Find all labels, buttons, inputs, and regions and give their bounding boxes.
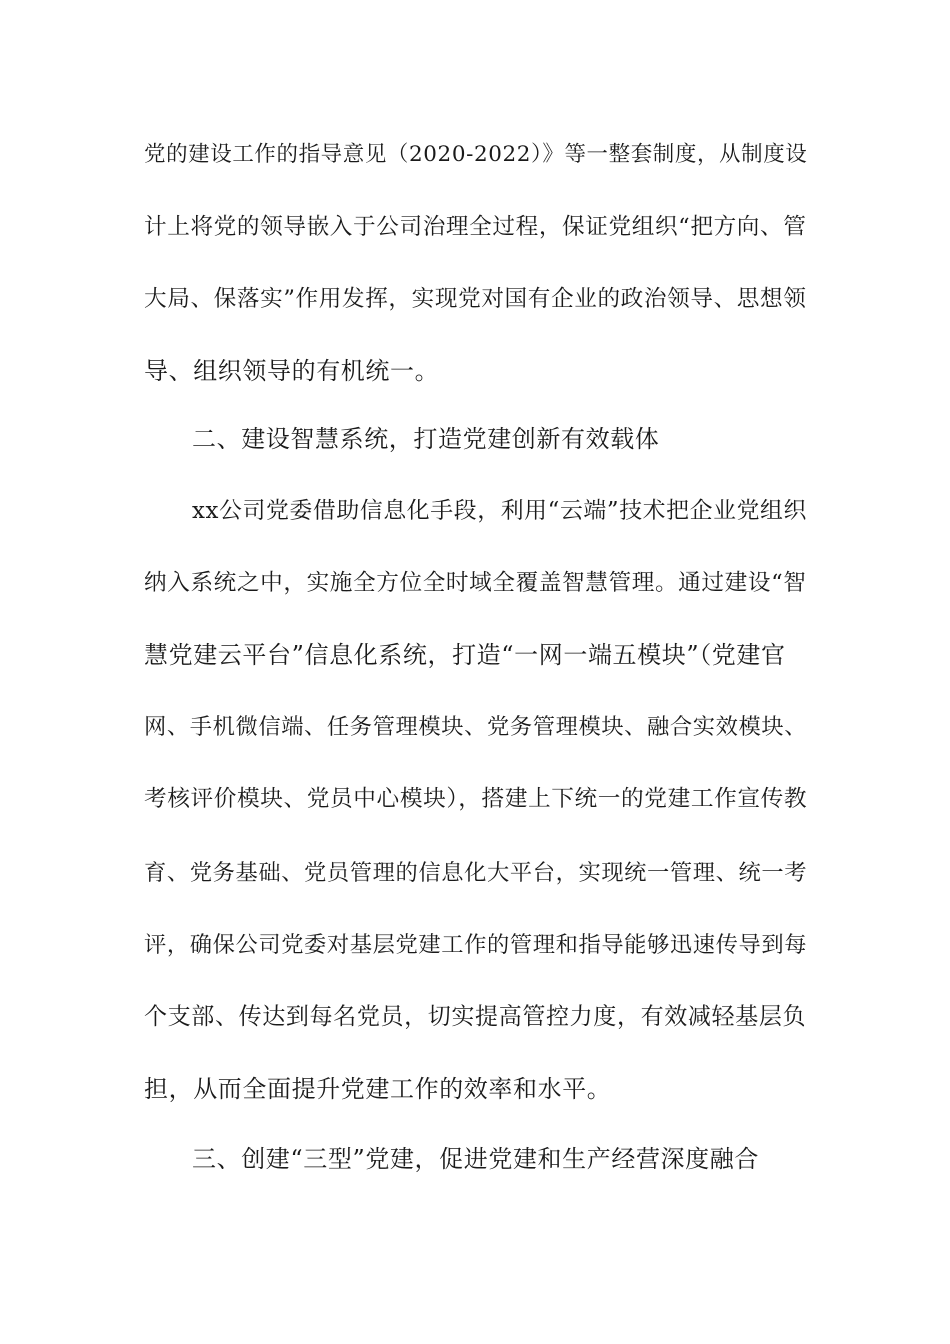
paragraph-line: 网、手机微信端、任务管理模块、党务管理模块、融合实效模块、 — [144, 714, 808, 740]
paragraph-line: 考核评价模块、党员中心模块），搭建上下统一的党建工作宣传教 — [144, 786, 808, 812]
paragraph-line: 评，确保公司党委对基层党建工作的管理和指导能够迅速传导到每 — [144, 932, 808, 958]
paragraph-line: 纳入系统之中，实施全方位全时域全覆盖智慧管理。通过建设“智 — [144, 570, 807, 596]
paragraph-line: 大局、保落实”作用发挥，实现党对国有企业的政治领导、思想领 — [144, 286, 807, 312]
section-heading-3: 三、创建“三型”党建，促进党建和生产经营深度融合 — [192, 1145, 759, 1173]
paragraph-line: 导、组织领导的有机统一。 — [144, 357, 440, 385]
paragraph-line: 个支部、传达到每名党员，切实提高管控力度，有效减轻基层负 — [144, 1004, 807, 1030]
paragraph-line: 党的建设工作的指导意见（2020-2022）》等一整套制度，从制度设 — [144, 142, 808, 167]
paragraph-line: 担，从而全面提升党建工作的效率和水平。 — [144, 1075, 612, 1103]
section-heading-2: 二、建设智慧系统，打造党建创新有效载体 — [192, 425, 660, 453]
paragraph-line: 慧党建云平台”信息化系统，打造“一网一端五模块”（党建官 — [144, 641, 786, 669]
paragraph-line: xx公司党委借助信息化手段，利用“云端”技术把企业党组织 — [192, 498, 807, 524]
paragraph-line: 育、党务基础、党员管理的信息化大平台，实现统一管理、统一考 — [144, 860, 808, 886]
paragraph-line: 计上将党的领导嵌入于公司治理全过程，保证党组织“把方向、管 — [144, 214, 807, 240]
